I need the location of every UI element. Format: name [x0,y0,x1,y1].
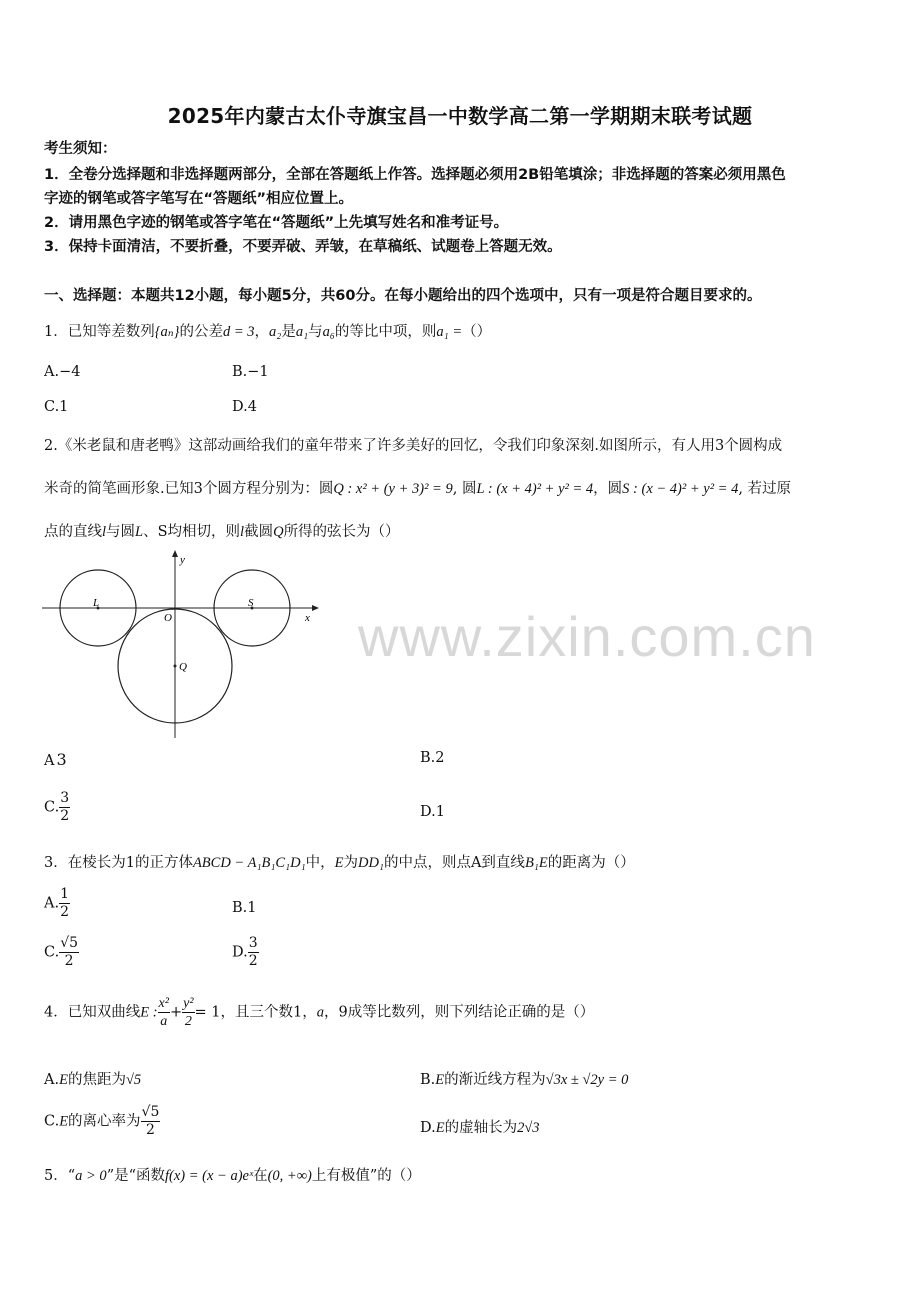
fraction-numerator: √5 [60,935,79,951]
q1-text: 是 [281,324,296,340]
q4-e: E [59,1072,68,1088]
q2-circle-l-equation: L : (x + 4)² + y² = 4 [476,481,594,497]
q4-equals: = 1 [194,1004,221,1021]
q3-point-e: E [334,855,344,871]
q1-answer-var: a₁ = [436,324,463,340]
q3-cube: ABCD − A₁B₁C₁D₁ [192,855,306,871]
q4-e: E [435,1072,445,1088]
q3-text: 的距离为（） [547,855,635,871]
q2-option-a[interactable] [44,750,67,769]
fraction-denominator: 2 [60,808,70,824]
fraction-numerator: x² [158,996,169,1011]
mickey-circles-figure [40,548,320,743]
q3-option-a[interactable] [44,886,70,921]
q1-option-a[interactable]: A.−4 [44,364,81,380]
q5-condition: a > 0 [75,1168,107,1184]
q4-text: 4．已知双曲线 [44,1004,141,1021]
q1-a2: a₂ [269,324,282,340]
question-2-line3 [44,520,400,541]
q2-text: 所得的弦长为（） [283,524,400,540]
label-l: L [93,597,100,609]
q4-option-d[interactable] [420,1116,540,1137]
fraction-numerator: √5 [141,1104,160,1120]
page-title: 2025年内蒙古太仆寺旗宝昌一中数学高二第一学期期末联考试题 [167,104,753,128]
q4-option-a[interactable] [44,1068,141,1089]
q5-interval: (0, +∞) [267,1168,312,1184]
option-text: 的焦距为 [67,1072,126,1088]
q4-text: ，且三个数1， [220,1004,317,1021]
q1-option-d[interactable]: D.4 [232,399,257,415]
x-axis-arrow [312,605,319,611]
y-axis-arrow [172,550,178,557]
q2-line-l: l [240,524,245,540]
option-text: 的渐近线方程为 [444,1072,546,1088]
question-3-stem [44,851,635,872]
q2-text: 点的直线 [44,524,102,540]
fraction-denominator: 2 [184,1014,192,1029]
q3-line-b1e: B₁E [524,855,548,871]
q4-fraction-x [158,995,170,1030]
q2-circle-q: Q [273,524,284,540]
x-label: x [305,612,310,624]
origin-label: O [164,612,172,624]
option-text: 的虚轴长为 [444,1120,518,1136]
q5-function: f(x) = (x − a)eˣ [165,1168,254,1184]
q3-option-a-fraction [59,886,70,921]
q4-e: E [59,1113,69,1130]
q2-option-c[interactable] [44,790,70,825]
q2-option-b[interactable]: B.2 [420,750,445,766]
q2-circle-l: L [135,524,144,540]
q3-option-d-fraction [248,935,259,970]
q4-hyperbola-name: E : [140,1004,158,1021]
notice-heading: 考生须知： [44,141,117,157]
q4-e: E [435,1120,445,1136]
q1-text: 1．已知等差数列 [44,324,155,340]
q4-option-c-fraction [141,1104,161,1139]
q3-segment-dd1: DD₁ [357,855,384,871]
option-value: 2√3 [517,1120,540,1136]
notice-item: 1．全卷分选择题和非选择题两部分，全部在答题纸上作答。选择题必须用2B铅笔填涂；非选择题的答案必须用黑色 [44,167,786,183]
q2-line-l: l [102,524,107,540]
notice-item: 3．保持卡面清洁，不要折叠，不要弄破、弄皱，在草稿纸、试题卷上答题无效。 [44,239,562,255]
question-2-line2 [44,477,791,498]
q4-fraction-y [182,995,194,1030]
q2-option-a-value: 3 [56,750,67,769]
question-2-line1: 2.《米老鼠和唐老鸭》这部动画给我们的童年带来了许多美好的回忆，令我们印象深刻.如图所示，有人用3个圆构成 [44,438,783,454]
fraction-denominator: a [160,1014,168,1029]
fraction-denominator: 2 [248,953,258,969]
q1-common-difference: d = 3 [222,324,255,340]
q5-text: 上有极值”的（） [311,1168,421,1184]
center-q [174,665,177,668]
section-heading: 一、选择题：本题共12小题，每小题5分，共60分。在每小题给出的四个选项中，只有一项是符合题目要求的。 [44,288,762,304]
option-prefix: C. [44,1113,60,1130]
question-4-stem [44,995,594,1030]
q4-text: ，9成等比数列，则下列结论正确的是（） [324,1004,595,1021]
q3-option-c[interactable] [44,935,79,970]
fraction-numerator: 3 [60,790,70,806]
option-prefix: B. [420,1072,436,1088]
q5-text: 5．“ [44,1168,76,1184]
q1-option-c[interactable]: C.1 [44,399,69,415]
q1-a1: a₁ [295,324,309,340]
fraction-denominator: 2 [146,1122,155,1138]
option-prefix: A [44,753,55,769]
watermark: www.zixin.com.cn [358,605,816,668]
label-s: S [248,597,254,609]
q4-option-b[interactable] [420,1068,628,1089]
q2-text: 米奇的简笔画形象.已知3个圆方程分别为：圆 [44,481,334,497]
q2-circle-s-equation: S : (x − 4)² + y² = 4 [622,481,739,497]
q5-text: ”是“函数 [106,1168,166,1184]
q3-text: 的中点，则点A到直线 [383,855,525,871]
option-prefix: D. [232,944,248,961]
q3-option-b[interactable]: B.1 [232,900,257,916]
label-q: Q [179,661,187,673]
q2-text: 截圆 [244,524,274,540]
notice-item: 字迹的钢笔或答字笔写在“答题纸”相应位置上。 [44,191,354,207]
q1-text: ， [254,324,270,340]
q2-text: ，圆 [593,481,623,497]
q4-plus: + [169,1004,183,1021]
question-1-stem [44,320,491,341]
q2-text: , 圆 [452,481,477,497]
q1-text: （） [462,324,492,340]
q3-text: 为 [343,855,358,871]
option-text: 的离心率为 [68,1113,141,1130]
fraction-numerator: 1 [60,886,70,902]
q1-text: 的等比中项，则 [334,324,437,340]
y-label: y [180,554,185,566]
fraction-denominator: 2 [64,953,74,969]
q3-option-d[interactable] [232,935,259,970]
q1-text: 的公差 [179,324,223,340]
q4-var-a: a [316,1004,325,1021]
notice-item: 2．请用黑色字迹的钢笔或答字笔在“答题纸”上先填写姓名和准考证号。 [44,215,509,231]
option-prefix: D. [420,1120,436,1136]
q1-a6: a₆ [322,324,335,340]
q1-option-b[interactable]: B.−1 [232,364,269,380]
fraction-denominator: 2 [60,904,70,920]
q2-text: , 若过原 [738,481,792,497]
option-prefix: A. [44,1072,60,1088]
q3-text: 3．在棱长为1的正方体 [44,855,193,871]
q2-option-d[interactable]: D.1 [420,804,445,820]
q1-text: 与 [308,324,323,340]
q3-option-c-fraction [59,935,79,970]
fraction-numerator: 3 [248,935,258,951]
q3-text: 中， [305,855,335,871]
option-value: √3x ± √2y = 0 [545,1072,629,1088]
q2-option-c-fraction [59,790,70,825]
q5-text: 在 [253,1168,268,1184]
q2-circle-q-equation: Q : x² + (y + 3)² = 9 [333,481,453,497]
q4-option-c[interactable] [44,1104,160,1139]
q2-text: 、S均相切，则 [143,524,241,540]
question-5-stem [44,1164,421,1185]
q2-text: 与圆 [106,524,136,540]
option-prefix: A. [44,895,60,912]
q1-sequence: {aₙ} [154,324,180,340]
option-prefix: C. [44,799,60,816]
fraction-numerator: y² [183,996,194,1011]
option-value: √5 [125,1072,142,1088]
option-prefix: C. [44,944,60,961]
